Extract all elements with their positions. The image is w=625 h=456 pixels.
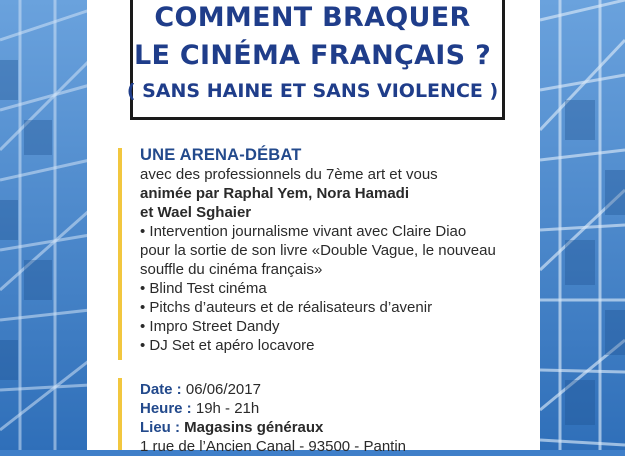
title-line-1: COMMENT BRAQUER	[154, 2, 471, 33]
program-item: • Impro Street Dandy	[140, 318, 280, 335]
date-value: 06/06/2017	[185, 381, 261, 398]
program-section	[140, 146, 540, 355]
title-line-2: LE CINÉMA FRANÇAIS ?	[133, 40, 492, 71]
event-heading: UNE ARENA-DÉBAT	[140, 146, 302, 164]
program-item-cont: souffle du cinéma français»	[140, 261, 323, 278]
program-item: • Intervention journalisme vivant avec Claire Diao	[140, 223, 467, 240]
place-value: Magasins généraux	[184, 419, 324, 436]
time-value: 19h - 21h	[195, 400, 260, 417]
accent-bar-info	[118, 378, 122, 450]
date-line	[140, 380, 540, 399]
date-label: Date :	[140, 381, 182, 398]
event-intro: avec des professionnels du 7ème art et vous	[140, 166, 438, 183]
time-label: Heure :	[140, 400, 192, 417]
hosts-line-1: animée par Raphal Yem, Nora Hamadi	[140, 185, 409, 202]
hosts-line-2: et Wael Sghaier	[140, 204, 252, 221]
time-line	[140, 399, 540, 418]
program-item: • Pitchs d’auteurs et de réalisateurs d’avenir	[140, 299, 433, 316]
title-subtitle: ( SANS HAINE ET SANS VIOLENCE )	[126, 80, 499, 102]
place-line	[140, 418, 540, 437]
program-item: • DJ Set et apéro locavore	[140, 337, 315, 354]
place-label: Lieu :	[140, 419, 180, 436]
accent-bar-program	[118, 148, 122, 360]
program-item-cont: pour la sortie de son livre «Double Vague, le nouveau	[140, 242, 496, 259]
address-line: 1 rue de l’Ancien Canal - 93500 - Pantin	[140, 438, 407, 455]
event-info-section	[140, 380, 540, 456]
program-item: • Blind Test cinéma	[140, 280, 267, 297]
